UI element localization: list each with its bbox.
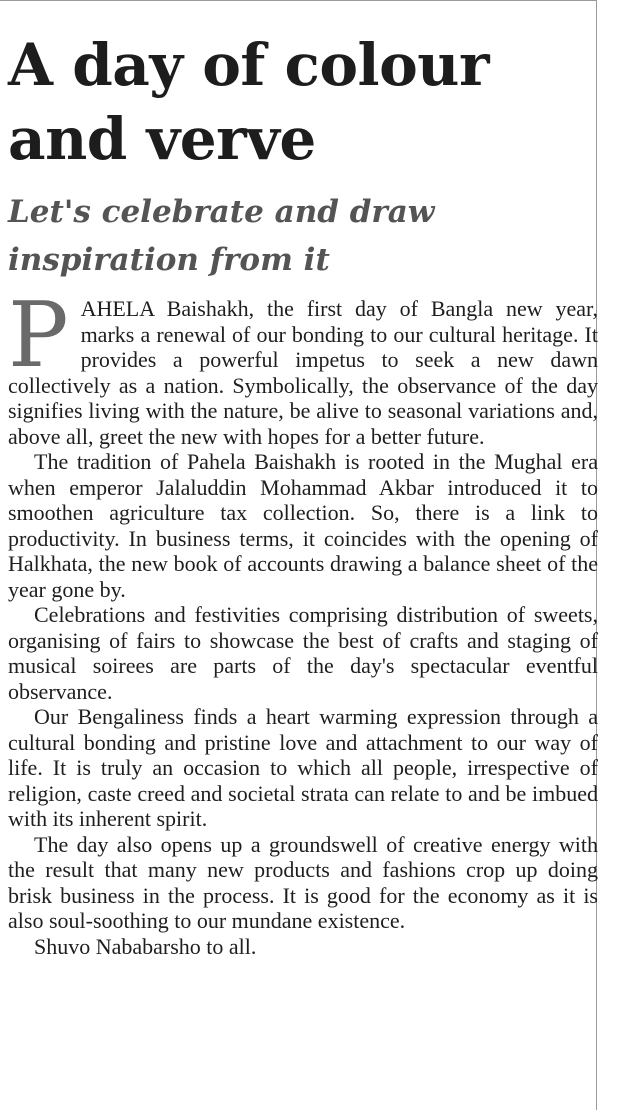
lead-paragraph-text: AHELA Baishakh, the first day of Bangla new year, marks a renewal of our bonding to our cultural heritage. It provides a powerful impetus to seek a new dawn collectively as a nation. Symbolically, the observance of the day signifies living with the nature, be alive to seasonal variations and, above all, greet the new with hopes for a better future. [8, 296, 598, 449]
article-headline: A day of colour and verve [8, 31, 489, 173]
body-paragraph-economy: The day also opens up a groundswell of creative energy with the result that many new products and fashions crop up doing brisk business in the process. It is good for the economy as it is also soul-soothing to our mundane existence. [8, 831, 598, 933]
article-subheadline: Let's celebrate and draw inspiration from it [8, 194, 435, 278]
article-body [8, 283, 598, 959]
body-paragraph-tradition: The tradition of Pahela Baishakh is rooted in the Mughal era when emperor Jalaluddin Mohammad Akbar introduced it to smoothen agriculture tax collection. So, there is a link to productivity. In business terms, it coincides with the opening of Halkhata, the new book of accounts drawing a balance sheet of the year gone by. [8, 449, 598, 602]
body-paragraph-bengaliness: Our Bengaliness finds a heart warming expression through a cultural bonding and pristine love and attachment to our way of life. It is truly an occasion to which all people, irrespective of religion, caste creed and societal strata can relate to and be imbued with its inherent spirit. [8, 704, 598, 831]
lead-paragraph [8, 283, 598, 449]
top-column-rule [0, 0, 596, 1]
drop-cap: P [8, 283, 69, 388]
body-paragraph-celebrations: Celebrations and festivities comprising distribution of sweets, organising of fairs to showcase the best of crafts and staging of musical soirees are parts of the day's spectacular eventful observance. [8, 602, 598, 704]
article-sign-off: Shuvo Nababarsho to all. [34, 933, 257, 959]
